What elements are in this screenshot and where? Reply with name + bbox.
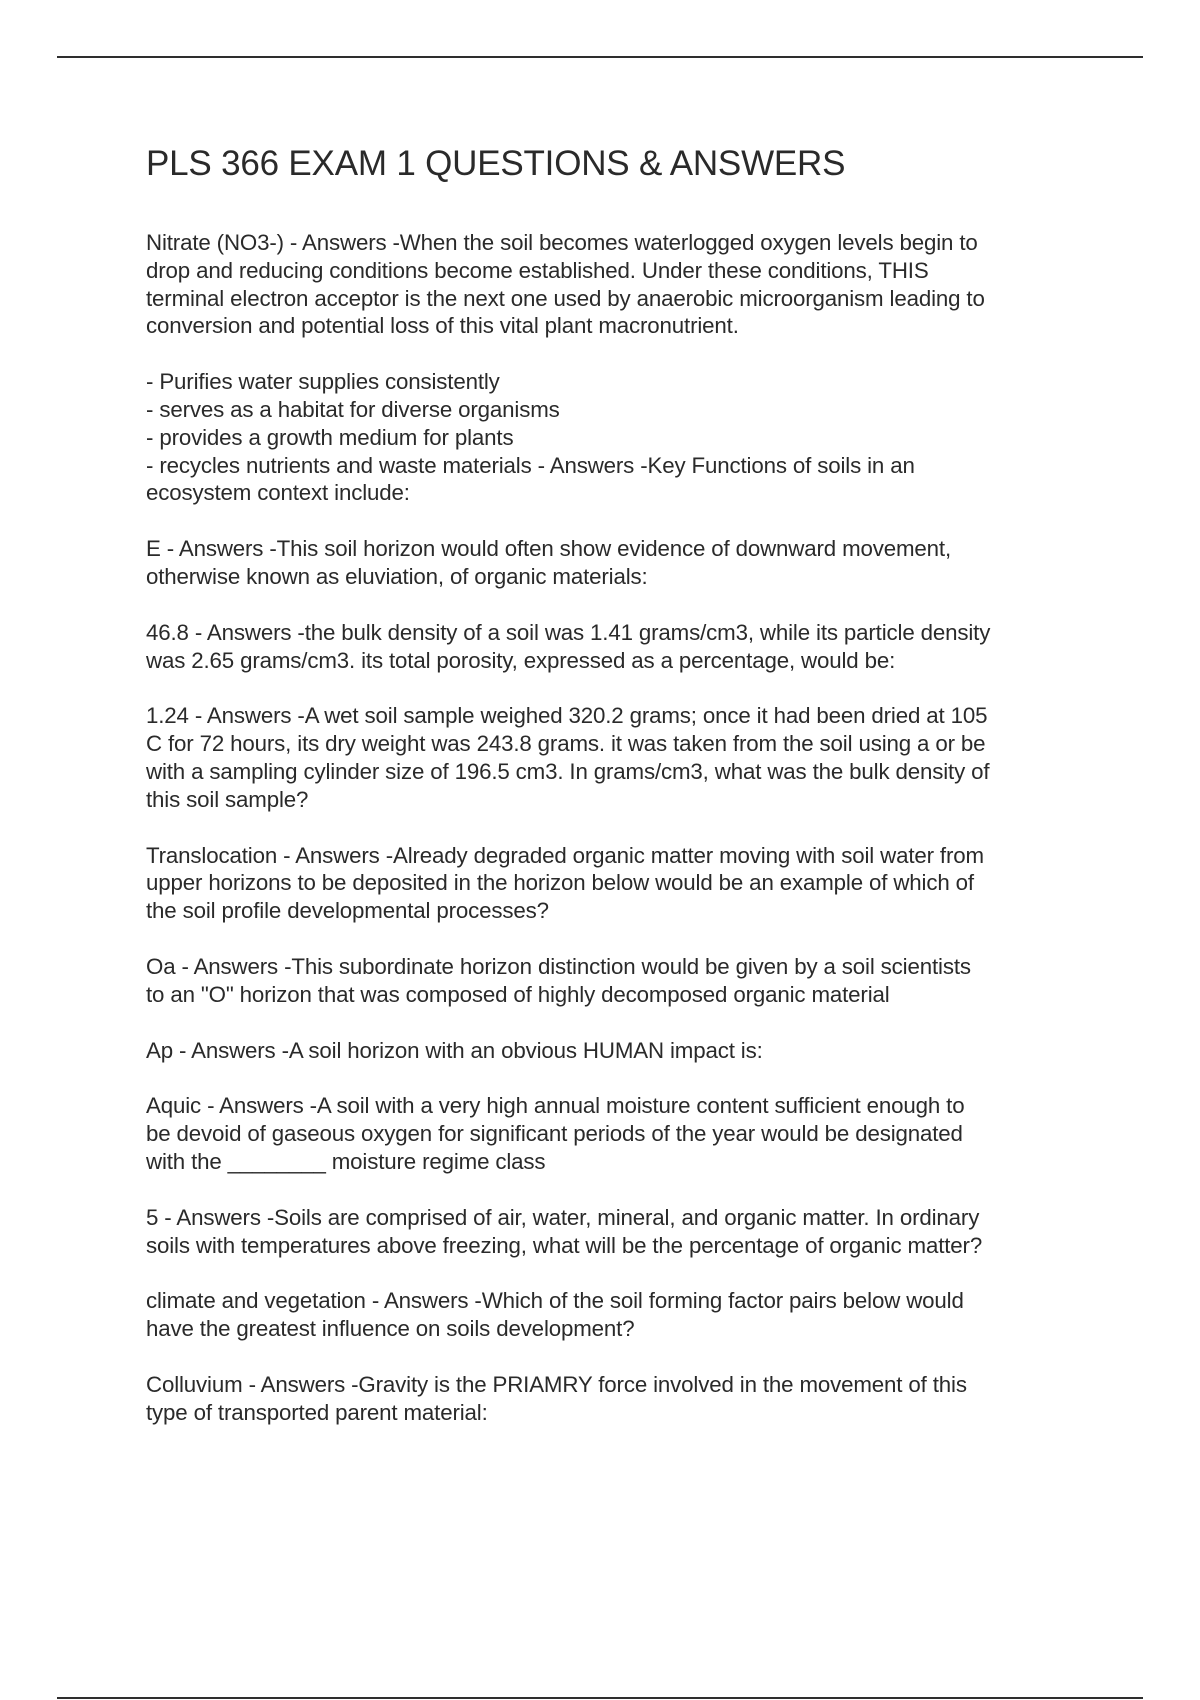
- qa-entry-translocation: Translocation - Answers -Already degraded organic matter moving with soil water from upper horizons to be deposited in the horizon below would be an example of which of the soil profile developmental processes?: [146, 842, 984, 924]
- bottom-rule: [57, 1697, 1143, 1699]
- qa-entry-climate-vegetation: climate and vegetation - Answers -Which of the soil forming factor pairs below would have the greatest influence on soils development?: [146, 1288, 964, 1342]
- qa-entry-ap: Ap - Answers -A soil horizon with an obvious HUMAN impact is:: [146, 1037, 763, 1063]
- qa-entry-soil-functions: - Purifies water supplies consistently - serves as a habitat for diverse organisms - provides a growth medium for plants - recycles nutrients and waste materials - Answers -Key Functions of soils in an ecosystem context include:: [146, 369, 915, 506]
- qa-entry-oa: Oa - Answers -This subordinate horizon distinction would be given by a soil scientists to an "O" horizon that was composed of highly decomposed organic material: [146, 953, 971, 1007]
- qa-entry-colluvium: Colluvium - Answers -Gravity is the PRIAMRY force involved in the movement of this type of transported parent material:: [146, 1371, 967, 1425]
- qa-entry-nitrate: Nitrate (NO3-) - Answers -When the soil becomes waterlogged oxygen levels begin to drop and reducing conditions become established. Under these conditions, THIS terminal electron acceptor is the next one used by anaerobic microorganism leading to conversion and potential loss of this vital plant macronutrient.: [146, 230, 985, 339]
- document-body: [146, 138, 1086, 1455]
- top-rule: [57, 56, 1143, 58]
- qa-entry-porosity: 46.8 - Answers -the bulk density of a soil was 1.41 grams/cm3, while its particle density was 2.65 grams/cm3. its total porosity, expressed as a percentage, would be:: [146, 619, 991, 673]
- qa-entry-e-horizon: E - Answers -This soil horizon would often show evidence of downward movement, otherwise known as eluviation, of organic materials:: [146, 536, 951, 589]
- qa-entry-bulk-density: 1.24 - Answers -A wet soil sample weighed 320.2 grams; once it had been dried at 105 C for 72 hours, its dry weight was 243.8 grams. it was taken from the soil using a or be with a sampling cylinder size of 196.5 cm3. In grams/cm3, what was the bulk density of this soil sample?: [146, 703, 990, 812]
- page-title: PLS 366 EXAM 1 QUESTIONS & ANSWERS: [146, 144, 846, 183]
- qa-entry-organic-matter: 5 - Answers -Soils are comprised of air, water, mineral, and organic matter. In ordinary soils with temperatures above freezing, what will be the percentage of organic matter?: [146, 1204, 983, 1258]
- qa-entry-aquic: Aquic - Answers -A soil with a very high annual moisture content sufficient enough to be devoid of gaseous oxygen for significant periods of the year would be designated with the ________ moisture regime class: [146, 1093, 965, 1174]
